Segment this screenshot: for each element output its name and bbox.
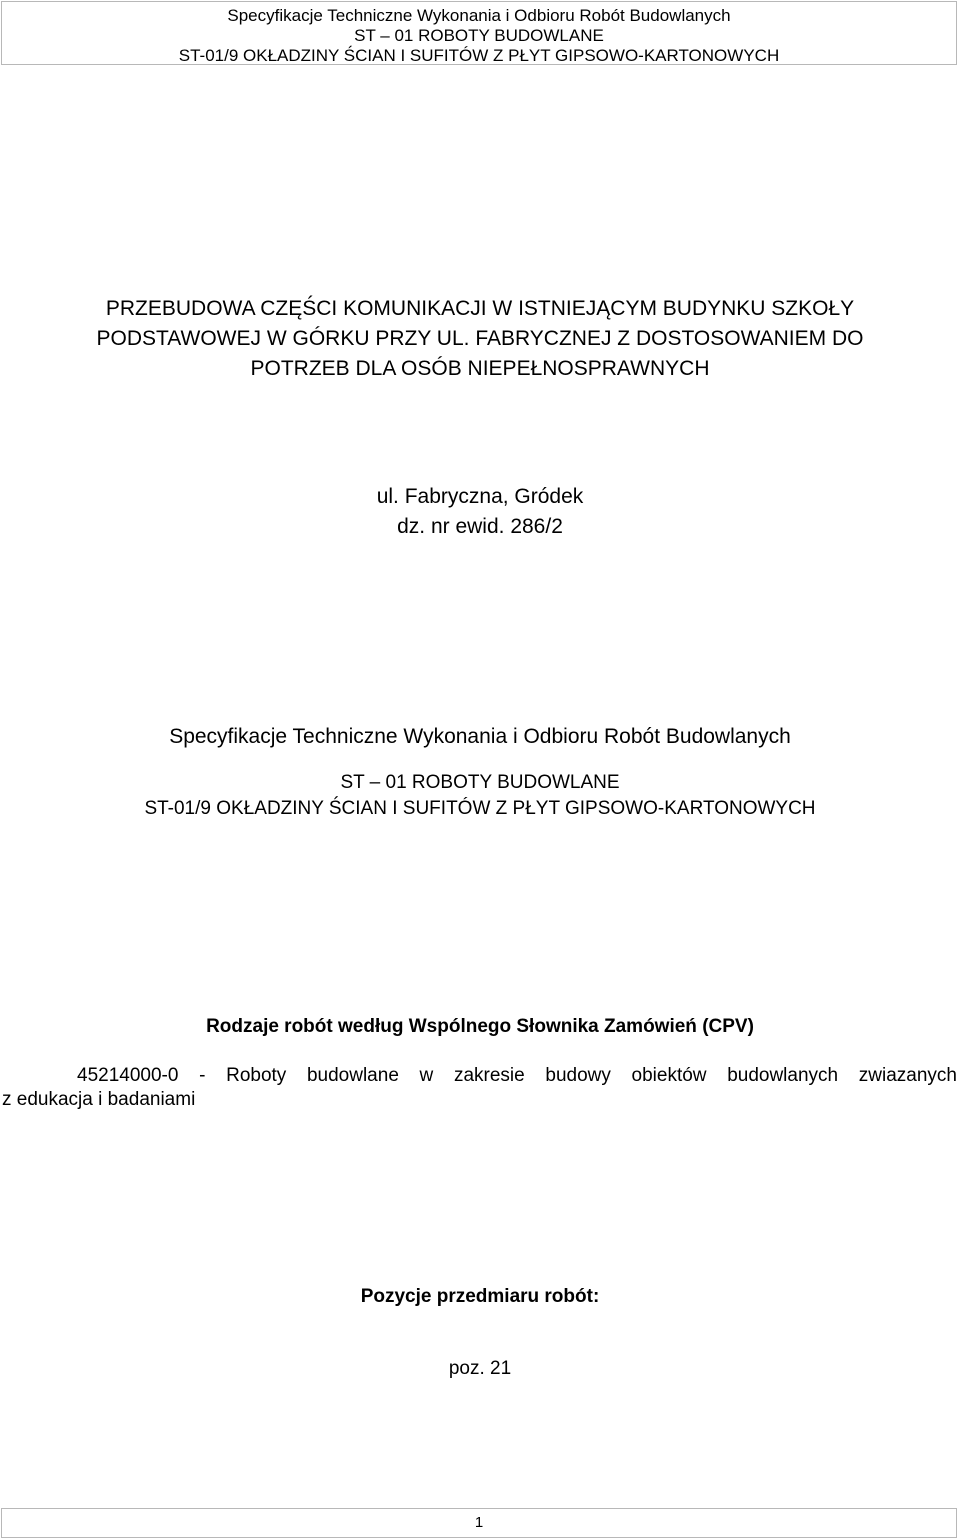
page-footer — [1, 1508, 957, 1538]
specification-title: Specyfikacje Techniczne Wykonania i Odbioru Robót Budowlanych — [169, 725, 791, 748]
positions-heading: Pozycje przedmiaru robót: — [360, 1286, 600, 1307]
project-title-line-1: PRZEBUDOWA CZĘŚCI KOMUNIKACJI W ISTNIEJĄCYM BUDYNKU SZKOŁY — [105, 297, 855, 320]
page-header — [1, 1, 957, 65]
project-title-line-3: POTRZEB DLA OSÓB NIEPEŁNOSPRAWNYCH — [250, 357, 710, 380]
project-title-line-2: PODSTAWOWEJ W GÓRKU PRZY UL. FABRYCZNEJ Z DOSTOSOWANIEM DO — [96, 327, 864, 350]
header-spec-title: Specyfikacje Techniczne Wykonania i Odbioru Robót Budowlanych — [227, 6, 731, 25]
project-location — [0, 482, 960, 542]
header-st-main: ST – 01 ROBOTY BUDOWLANE — [354, 26, 604, 45]
header-st-sub: ST-01/9 OKŁADZINY ŚCIAN I SUFITÓW Z PŁYT GIPSOWO-KARTONOWYCH — [178, 46, 780, 65]
specification-st-main: ST – 01 ROBOTY BUDOWLANE — [340, 772, 620, 793]
page-number: 1 — [474, 1514, 484, 1531]
positions-value: poz. 21 — [448, 1358, 512, 1379]
cpv-description — [2, 1064, 957, 1112]
specification-st-sub: ST-01/9 OKŁADZINY ŚCIAN I SUFITÓW Z PŁYT GIPSOWO-KARTONOWYCH — [144, 798, 816, 819]
cpv-line-2: z edukacja i badaniami — [2, 1089, 196, 1110]
project-parcel: dz. nr ewid. 286/2 — [397, 515, 563, 538]
specification-block — [0, 722, 960, 822]
project-title — [0, 294, 960, 384]
cpv-heading: Rodzaje robót według Wspólnego Słownika Zamówień (CPV) — [206, 1016, 754, 1037]
cpv-line-1: 45214000-0 - Roboty budowlane w zakresie budowy obiektów budowlanych zwiazanych — [77, 1065, 957, 1086]
specification-st-lines — [0, 770, 960, 822]
project-address: ul. Fabryczna, Gródek — [376, 485, 584, 508]
